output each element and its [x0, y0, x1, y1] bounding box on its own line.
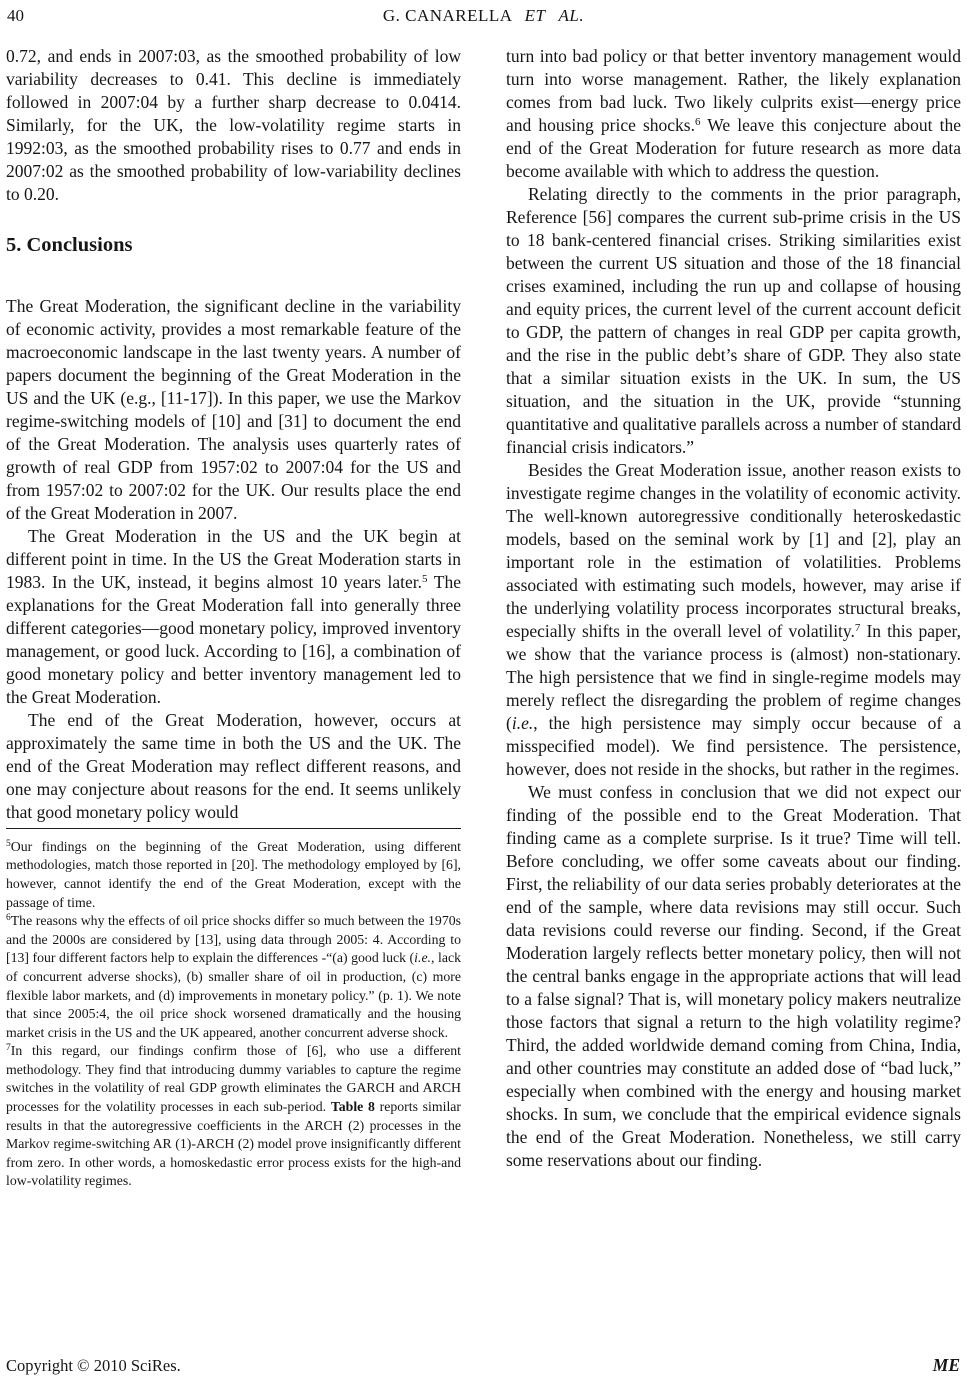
paragraph-text: In this paper, we show that the variance process is (almost) non-stationary. The high persistence that we find in single-regime models may merely reflect the disregarding the problem of regime changes ( [506, 621, 962, 733]
right-column [506, 45, 961, 1191]
paragraph-text: Besides the Great Moderation issue, another reason exists to investigate regime changes in the volatility of economic activity. The well-known autoregressive conditionally heteroskedastic models, based on the seminal work by [1] and [2], play an important role in the estimation of volatilities. Problems associated with estimating such models, however, may arise if the underlying volatility process incorporates structural breaks, especially shifts in the overall level of volatility. [506, 460, 961, 641]
footnote-5 [6, 838, 461, 912]
running-title [7, 6, 960, 26]
paragraph-continuation: 0.72, and ends in 2007:03, as the smoothed probability of low variability decreases to 0.41. This decline is immediately followed in 2007:04 by a further sharp decrease to 0.0414. Similarly, for the UK, the low-volatility regime starts in 1992:03, as the smoothed probability rises to 0.77 and ends in 2007:02 as the smoothed probability of low-variability declines to 0.20. [6, 46, 461, 204]
footnote-text-bold: Table 8 [330, 1099, 375, 1115]
paragraph-text: turn into bad policy or that better inventory management would turn into worse management. Rather, the likely explanation comes from bad luck. Two likely culprits exist—energy price and housing price shocks. [506, 46, 961, 135]
footnote-marker-6: 6 [6, 913, 11, 924]
copyright-notice: Copyright © 2010 SciRes. [6, 1356, 181, 1375]
paragraph [506, 459, 961, 781]
running-header [7, 6, 960, 28]
footnote-ref-6: 6 [694, 116, 701, 128]
footnote-separator [6, 828, 461, 829]
paragraph-text: , the high persistence may simply occur because of a misspecified model). We find persistence. The persistence, however, does not reside in the shocks, but rather in the regimes. [506, 713, 961, 779]
two-column-body [6, 45, 961, 1191]
running-title-etal: ET AL. [524, 6, 585, 25]
footnote-text: reports similar results in that the autoregressive coefficients in the ARCH (2) processes in the Markov regime-switching AR (1)-ARCH (2) model prove insignificantly different from zero. In other words, a homoskedastic error process exists for the high-and low-volatility regimes. [6, 1099, 461, 1189]
section-heading: 5. Conclusions [6, 234, 133, 256]
footnote-7 [6, 1042, 461, 1191]
paragraph-text-italic: i.e. [511, 713, 534, 733]
footnotes [6, 838, 461, 1191]
paragraph [6, 525, 461, 709]
paragraph-continuation [506, 45, 961, 183]
paragraph-text: The Great Moderation in the US and the UK begin at different point in time. In the US the Great Moderation starts in 1983. In the UK, instead, it begins almost 10 years later. [6, 526, 461, 592]
footnote-6 [6, 912, 461, 1042]
left-column [6, 45, 461, 1191]
paragraph: We must confess in conclusion that we did not expect our finding of the possible end to the Great Moderation. That finding came as a complete surprise. Is it true? Time will tell. Before concluding, we offer some caveats about our finding. First, the reliability of our data series probably deteriorates at the end of the sample, where data revisions may still occur. Such data revisions could reverse our finding. Second, if the Great Moderation largely reflects better monetary policy, then will not the central banks engage in the appropriate actions that will lead to a false signal? That is, will monetary policy makers neutralize those factors that signal a return to the high volatility regime? Third, the added worldwide demand coming from China, India, and other countries may constitute an added dose of “bad luck,” especially when combined with the energy and housing market shocks. In sum, we conclude that the empirical evidence signals the end of the Great Moderation. Nonetheless, we still carry some reservations about our finding. [506, 782, 961, 1170]
footnote-text: , lack of concurrent adverse shocks), (b) smaller share of oil in production, (c) more flexible labor markets, and (d) improvements in monetary policy.” (p. 1). We note that since 2005:4, the oil price shock worsened dramatically and the housing market crisis in the US and the UK appeared, another concurrent adverse shock. [6, 950, 461, 1040]
paragraph: Relating directly to the comments in the prior paragraph, Reference [56] compares the current sub-prime crisis in the US to 18 bank-centered financial crises. Striking similarities exist between the current US situation and those of the 18 financial crises examined, including the run up and collapse of housing and equity prices, the current level of the current account deficit to GDP, the pattern of changes in real GDP per capita growth, and the rise in the public debt’s share of GDP. They also state that a similar situation exists in the UK. In sum, the US situation, and the situation in the UK, provide “stunning quantitative and qualitative parallels across a number of standard financial crisis indicators.” [506, 184, 961, 457]
running-title-authors: G. CANARELLA [382, 6, 513, 25]
paragraph-text: We leave this conjecture about the end of the Great Moderation for future research as more data become available with which to address the question. [506, 115, 961, 181]
paragraph: The end of the Great Moderation, however, occurs at approximately the same time in both the US and the UK. The end of the Great Moderation may reflect different reasons, and one may conjecture about reasons for the end. It seems unlikely that good monetary policy would [6, 710, 461, 822]
footnote-text: Our findings on the beginning of the Great Moderation, using different methodologies, match those reported in [20]. The methodology employed by [6], however, cannot identify the end of the Great Moderation, except with the passage of time. [6, 838, 461, 910]
page-number: 40 [7, 6, 24, 25]
footnote-marker-7: 7 [6, 1043, 11, 1054]
footnote-marker-5: 5 [6, 838, 11, 849]
footnote-text: The reasons why the effects of oil price shocks differ so much between the 1970s and the 2000s are considered by [13], using data through 2005: 4. According to [13] four different factors help to explain the differences -“(a) good luck ( [6, 913, 461, 966]
footnote-ref-7: 7 [854, 622, 861, 634]
footnote-text-italic: i.e. [414, 950, 432, 966]
journal-abbreviation: ME [932, 1355, 960, 1375]
page-footer [6, 1355, 960, 1376]
footnote-text: In this regard, our findings confirm those of [6], who use a different methodology. They find that introducing dummy variables to capture the regime switches in the volatility of real GDP growth eliminates the GARCH and ARCH processes for the volatility processes in each sub-period. [6, 1043, 461, 1115]
footnote-ref-5: 5 [421, 573, 428, 585]
paragraph: The Great Moderation, the significant decline in the variability of economic activity, provides a most remarkable feature of the macroeconomic landscape in the last twenty years. A number of papers document the beginning of the Great Moderation in the US and the UK (e.g., [11-17]). In this paper, we use the Markov regime-switching models of [10] and [31] to document the end of the Great Moderation. The analysis uses quarterly rates of growth of real GDP from 1957:02 to 2007:04 for the US and from 1957:02 to 2007:02 for the UK. Our results place the end of the Great Moderation in 2007. [6, 296, 461, 523]
paragraph-text: The explanations for the Great Moderation fall into generally three different categories—good monetary policy, improved inventory management, or good luck. According to [16], a combination of good monetary policy and better inventory management led to the Great Moderation. [6, 572, 461, 707]
